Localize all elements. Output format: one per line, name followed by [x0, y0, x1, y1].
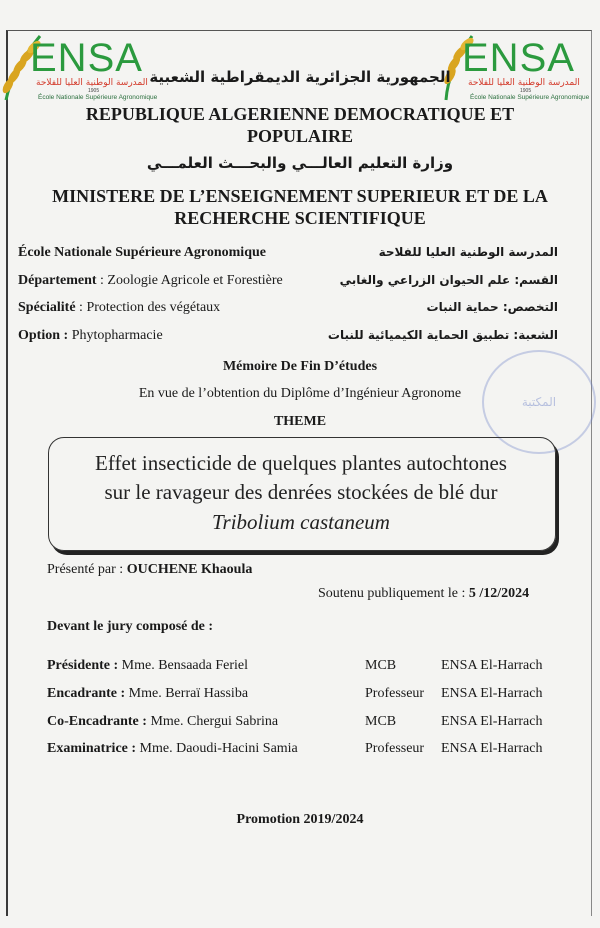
department-value: Zoologie Agricole et Forestière	[107, 273, 283, 288]
department-sep: :	[96, 273, 108, 288]
jury-name: Mme. Daoudi-Hacini Samia	[136, 741, 298, 756]
option-value: Phytopharmacie	[68, 328, 163, 343]
ministry-arabic: وزارة التعليم العالـــي والبحـــث العلمـــي	[146, 154, 454, 172]
speciality-arabic: التخصص: حماية النبات	[426, 300, 558, 314]
jury-institution: ENSA El-Harrach	[441, 686, 543, 701]
presented-by	[47, 562, 252, 578]
jury-role: Examinatrice :	[47, 741, 137, 756]
theme-line3: Tribolium castaneum	[212, 510, 390, 534]
library-stamp: المكتبة	[482, 350, 596, 454]
school-name-arabic: المدرسة الوطنية العليا للفلاحة	[378, 245, 558, 259]
memoire-title: Mémoire De Fin D’études	[222, 359, 378, 374]
theme-label: THEME	[273, 414, 327, 429]
jury-name: Mme. Chergui Sabrina	[146, 714, 279, 729]
jury-member-co-supervisor	[47, 714, 543, 730]
presented-name: OUCHENE Khaoula	[126, 562, 253, 577]
theme-line1: Effet insecticide de quelques plantes autochtones	[95, 451, 507, 475]
jury-name: Mme. Bensaada Feriel	[118, 658, 249, 673]
jury-grade: MCB	[365, 714, 397, 729]
ensa-logo-right	[432, 30, 592, 102]
option-row	[18, 328, 558, 348]
jury-role: Encadrante :	[47, 686, 126, 701]
jury-institution: ENSA El-Harrach	[441, 741, 543, 756]
ministry-french-line1: MINISTERE DE L’ENSEIGNEMENT SUPERIEUR ET DE LA	[52, 186, 548, 206]
speciality-label: Spécialité	[18, 300, 76, 315]
jury-grade: MCB	[365, 658, 397, 673]
option-text	[18, 328, 163, 344]
memoire-subtitle: En vue de l’obtention du Diplôme d’Ingénieur Agronome	[138, 386, 462, 401]
republic-french-line1: REPUBLIQUE ALGERIENNE DEMOCRATIQUE ET	[85, 104, 515, 124]
defense-label: Soutenu publiquement le :	[318, 586, 469, 601]
department-text	[18, 273, 283, 289]
ministry-french-line2: RECHERCHE SCIENTIFIQUE	[174, 208, 426, 228]
logo-french-subtitle: École Nationale Supérieure Agronomique	[38, 94, 158, 101]
logo-year: 1905	[520, 88, 532, 94]
jury-grade: Professeur	[365, 741, 425, 756]
department-label: Département	[18, 273, 97, 288]
speciality-sep: :	[75, 300, 87, 315]
promotion: Promotion 2019/2024	[236, 812, 364, 827]
defense-date-value: 5 /12/2024	[468, 586, 530, 601]
theme-line2: sur le ravageur des denrées stockées de blé dur	[104, 480, 498, 504]
logo-wordmark: ENSA	[462, 36, 575, 80]
jury-role: Co-Encadrante :	[47, 714, 147, 729]
logo-arabic-subtitle: المدرسة الوطنية العليا للفلاحة	[468, 78, 580, 88]
defense-date	[318, 586, 529, 602]
republic-arabic: الجمهورية الجزائرية الديمقراطية الشعبية	[149, 68, 451, 86]
jury-member-supervisor	[47, 686, 543, 702]
jury-name: Mme. Berraï Hassiba	[125, 686, 249, 701]
jury-grade: Professeur	[365, 686, 425, 701]
jury-member-examiner	[47, 741, 543, 757]
department-arabic: القسم: علم الحيوان الزراعي والغابي	[339, 273, 558, 287]
school-row	[18, 245, 558, 265]
ensa-logo-left	[0, 30, 160, 102]
logo-french-subtitle: École Nationale Supérieure Agronomique	[470, 94, 590, 101]
speciality-text	[18, 300, 220, 316]
speciality-value: Protection des végétaux	[86, 300, 221, 315]
option-arabic: الشعبة: تطبيق الحماية الكيميائية للنبات	[327, 328, 558, 342]
speciality-row	[18, 300, 558, 320]
jury-role: Présidente :	[47, 658, 119, 673]
republic-french-line2: POPULAIRE	[246, 126, 353, 146]
jury-institution: ENSA El-Harrach	[441, 658, 543, 673]
logo-year: 1905	[88, 88, 100, 94]
jury-heading: Devant le jury composé de :	[47, 619, 214, 634]
option-label: Option :	[18, 328, 69, 343]
presented-label: Présenté par :	[47, 562, 127, 577]
logo-wordmark: ENSA	[30, 36, 143, 80]
logo-arabic-subtitle: المدرسة الوطنية العليا للفلاحة	[36, 78, 148, 88]
jury-institution: ENSA El-Harrach	[441, 714, 543, 729]
jury-member-president	[47, 658, 543, 674]
department-row	[18, 273, 558, 293]
school-name: École Nationale Supérieure Agronomique	[18, 245, 266, 260]
